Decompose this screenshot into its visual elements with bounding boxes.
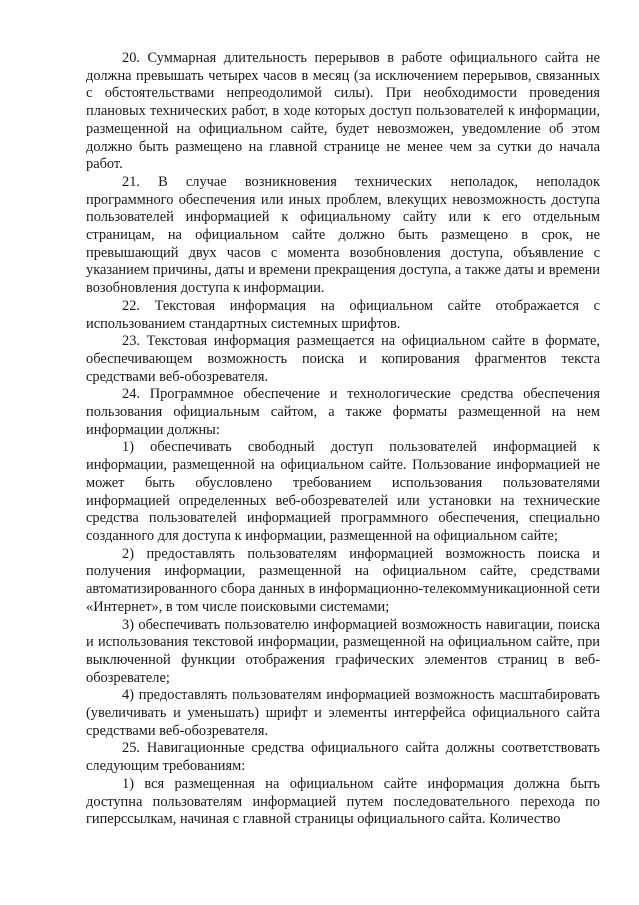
paragraph-24-item-2: 2) предоставлять пользователям информацией возможность поиска и получения информации, размещенной на официальном сайте, средствами автоматизированного сбора данных в информационно-телекоммуникационной сети «Интернет», в том числе поисковыми системами; [86,545,600,615]
paragraph-24-item-3: 3) обеспечивать пользователю информацией возможность навигации, поиска и использования текстовой информации, размещенной на официальном сайте, при выключенной функции отображения графических элементов страниц в веб-обозревателе; [86,616,600,686]
paragraph-24-item-1: 1) обеспечивать свободный доступ пользователей информацией к информации, размещенной на официальном сайте. Пользование информацией не может быть обусловлено требованием использования пользователями информацией определенных веб-обозревателей или установки на технические средства пользователей информацией программного обеспечения, специально созданного для доступа к информации, размещенной на официальном сайте; [86,439,600,544]
paragraph-22: 22. Текстовая информация на официальном сайте отображается с использованием стандартных системных шрифтов. [86,297,600,332]
paragraph-20: 20. Суммарная длительность перерывов в работе официального сайта не должна превышать четырех часов в месяц (за исключением перерывов, связанных с обстоятельствами непреодолимой силы). При необходимости проведения плановых технических работ, в ходе которых доступ пользователей к информации, размещенной на официальном сайте, будет невозможен, уведомление об этом должно быть размещено на главной странице не менее чем за сутки до начала работ. [86,50,600,173]
paragraph-23: 23. Текстовая информация размещается на официальном сайте в формате, обеспечивающем возможность поиска и копирования фрагментов текста средствами веб-обозревателя. [86,333,600,385]
paragraph-21: 21. В случае возникновения технических неполадок, неполадок программного обеспечения или иных проблем, влекущих невозможность доступа пользователей информацией к официальному сайту или к его отдельным страницам, на официальном сайте должно быть размещено в срок, не превышающий двух часов с момента возобновления доступа, объявление с указанием причины, даты и времени прекращения доступа, а также даты и времени возобновления доступа к информации. [86,173,600,297]
paragraph-25-item-1: 1) вся размещенная на официальном сайте информация должна быть доступна пользователям информацией путем последовательного перехода по гиперссылкам, начиная с главной страницы официального сайта. Количество [86,775,600,828]
paragraph-24-item-4: 4) предоставлять пользователям информацией возможность масштабировать (увеличивать и уменьшать) шрифт и элементы интерфейса официального сайта средствами веб-обозревателя. [86,687,600,739]
paragraph-25: 25. Навигационные средства официального сайта должны соответствовать следующим требованиям: [86,740,600,775]
document-body [86,50,600,829]
paragraph-24: 24. Программное обеспечение и технологические средства обеспечения пользования официальным сайтом, а также форматы размещенной на нем информации должны: [86,386,600,438]
